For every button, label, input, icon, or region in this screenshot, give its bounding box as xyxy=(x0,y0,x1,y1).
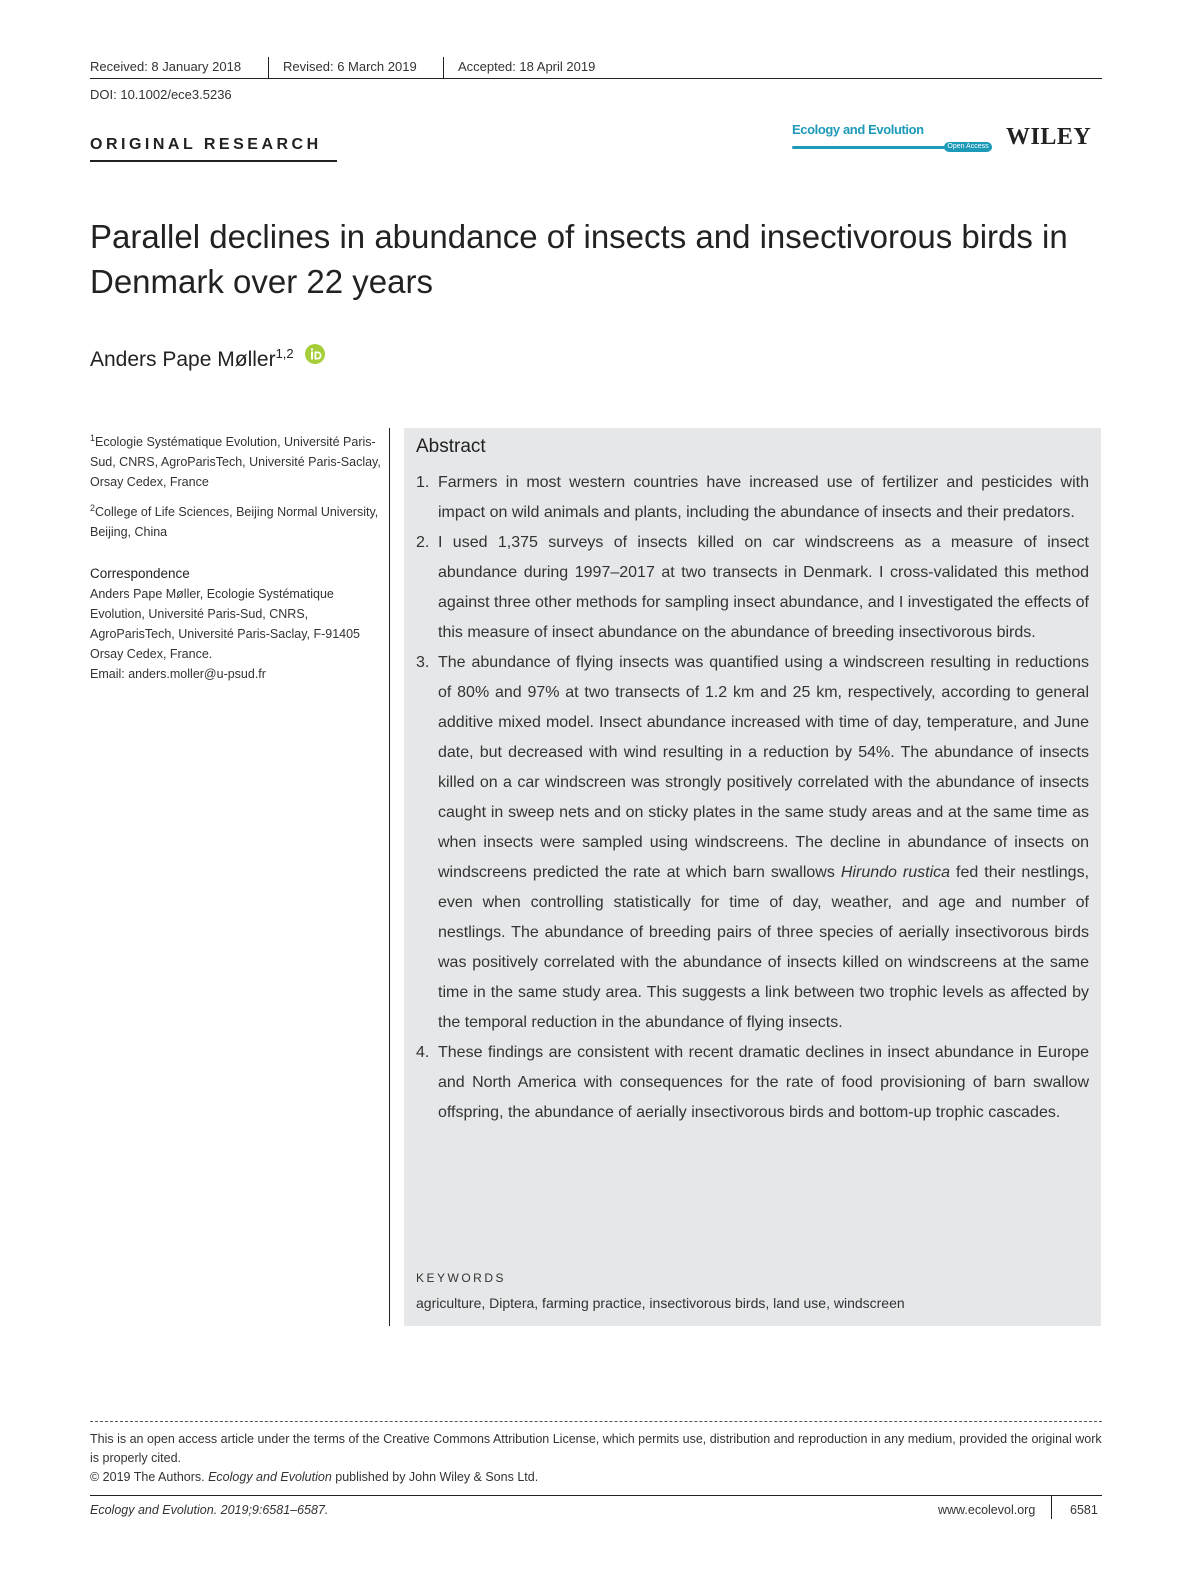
species-name: Hirundo rustica xyxy=(840,864,951,881)
keywords-label: KEYWORDS xyxy=(416,1271,507,1285)
author-name: Anders Pape Møller xyxy=(90,348,276,371)
keywords-list: agriculture, Diptera, farming practice, insectivorous birds, land use, windscreen xyxy=(416,1295,905,1311)
abstract-item-number: 4. xyxy=(416,1044,430,1061)
accepted-date: Accepted: 18 April 2019 xyxy=(458,59,596,74)
footer-rule xyxy=(90,1495,1102,1496)
article-dates xyxy=(90,57,1102,77)
section-label: ORIGINAL RESEARCH xyxy=(90,136,322,153)
affiliation-2 xyxy=(90,498,382,542)
footer-dashed-rule xyxy=(90,1421,1102,1422)
copyright-suffix: published by John Wiley & Sons Ltd. xyxy=(331,1470,539,1484)
date-separator xyxy=(443,57,444,79)
publisher-logo: WILEY xyxy=(1006,124,1092,150)
copyright-line xyxy=(90,1468,1102,1487)
section-rule xyxy=(90,160,337,162)
header-rule xyxy=(90,78,1102,79)
affiliation-1 xyxy=(90,428,382,492)
abstract-item-text-continued: fed their nestlings, even when controlling statistically for time of day, weather, and age and number of nestlings. The abundance of breeding pairs of three species of aerially insectivorous birds was positively correlated with the abundance of insects killed on windscreens at the same time in the same study area. This suggests a link between two trophic levels as affected by the temporal reduction in the abundance of flying insects. xyxy=(438,864,1090,1031)
column-divider xyxy=(389,428,390,1326)
correspondence-email[interactable]: Email: anders.moller@u-psud.fr xyxy=(90,667,266,682)
correspondence-block xyxy=(90,584,382,684)
abstract-heading: Abstract xyxy=(416,436,486,457)
abstract-item-number: 1. xyxy=(416,474,430,491)
article-title: Parallel declines in abundance of insects and insectivorous birds in Denmark over 22 years xyxy=(90,218,1068,300)
orcid-icon[interactable] xyxy=(305,344,325,370)
journal-website-link[interactable]: www.ecolevol.org xyxy=(938,1503,1036,1517)
correspondence-address: Anders Pape Møller, Ecologie Systématique Evolution, Université Paris-Sud, CNRS, AgroParisTech, Université Paris-Saclay, F-91405 Orsay Cedex, France. xyxy=(90,587,361,662)
copyright-prefix: © 2019 The Authors. xyxy=(90,1470,209,1484)
abstract-item xyxy=(416,1038,1089,1128)
affiliation-mark: 1 xyxy=(90,433,96,443)
journal-logo-text: Ecology and Evolution xyxy=(792,122,924,137)
doi[interactable]: DOI: 10.1002/ece3.5236 xyxy=(90,87,232,102)
abstract-item-text: These findings are consistent with recent dramatic declines in insect abundance in Europe and North America with consequences for the rate of food provisioning of barn swallow offspring, the abundance of aerially insectivorous birds and bottom-up trophic cascades. xyxy=(438,1044,1089,1121)
affiliation-text: Ecologie Systématique Evolution, Université Paris-Sud, CNRS, AgroParisTech, Université Paris-Saclay, Orsay Cedex, France xyxy=(90,435,381,490)
abstract-item-text: The abundance of flying insects was quantified using a windscreen resulting in reductions of 80% and 97% at two transects of 1.2 km and 25 km, respectively, according to general additive mixed model. Insect abundance increased with time of day, temperature, and June date, but decreased with wind resulting in a reduction by 54%. The abundance of insects killed on a car windscreen was strongly positively correlated with the abundance of insects caught in sweep nets and on sticky plates in the same study areas and at the same time as when insects were sampled using windscreens. The decline in abundance of insects on windscreens predicted the rate at which barn swallows xyxy=(438,654,1089,881)
abstract-item-number: 3. xyxy=(416,654,430,671)
abstract-item-number: 2. xyxy=(416,534,430,551)
abstract-item xyxy=(416,468,1089,528)
journal-logo xyxy=(792,122,992,156)
open-access-badge: Open Access xyxy=(944,142,992,152)
abstract-item-text: Farmers in most western countries have increased use of fertilizer and pesticides with impact on wild animals and plants, including the abundance of insects and their predators. xyxy=(438,474,1089,521)
received-date: Received: 8 January 2018 xyxy=(90,59,242,74)
abstract-list xyxy=(416,468,1089,1128)
abstract-item-text: I used 1,375 surveys of insects killed on car windscreens as a measure of insect abundance during 1997–2017 at two transects in Denmark. I cross-validated this method against three other methods for sampling insect abundance, and I investigated the effects of this measure of insect abundance on the abundance of breeding insectivorous birds. xyxy=(438,534,1089,641)
footer-divider xyxy=(1051,1495,1052,1519)
abstract-item xyxy=(416,648,1089,1038)
journal-citation: Ecology and Evolution. 2019;9:6581–6587. xyxy=(90,1503,329,1517)
page-number: 6581 xyxy=(1070,1503,1098,1517)
author-line xyxy=(90,344,325,372)
author-affil-marks: 1,2 xyxy=(275,346,294,361)
correspondence-heading: Correspondence xyxy=(90,566,190,582)
copyright-journal: Ecology and Evolution xyxy=(208,1470,332,1484)
revised-date: Revised: 6 March 2019 xyxy=(283,59,417,74)
affiliation-text: College of Life Sciences, Beijing Normal University, Beijing, China xyxy=(90,505,379,540)
affiliations-column xyxy=(90,428,382,684)
abstract-box xyxy=(404,428,1101,1326)
license-text: This is an open access article under the terms of the Creative Commons Attribution License, which permits use, distribution and reproduction in any medium, provided the original work is properly cited. xyxy=(90,1432,1102,1465)
affiliation-mark: 2 xyxy=(90,503,96,514)
license-notice xyxy=(90,1430,1102,1487)
date-separator xyxy=(268,57,269,79)
abstract-item xyxy=(416,528,1089,648)
